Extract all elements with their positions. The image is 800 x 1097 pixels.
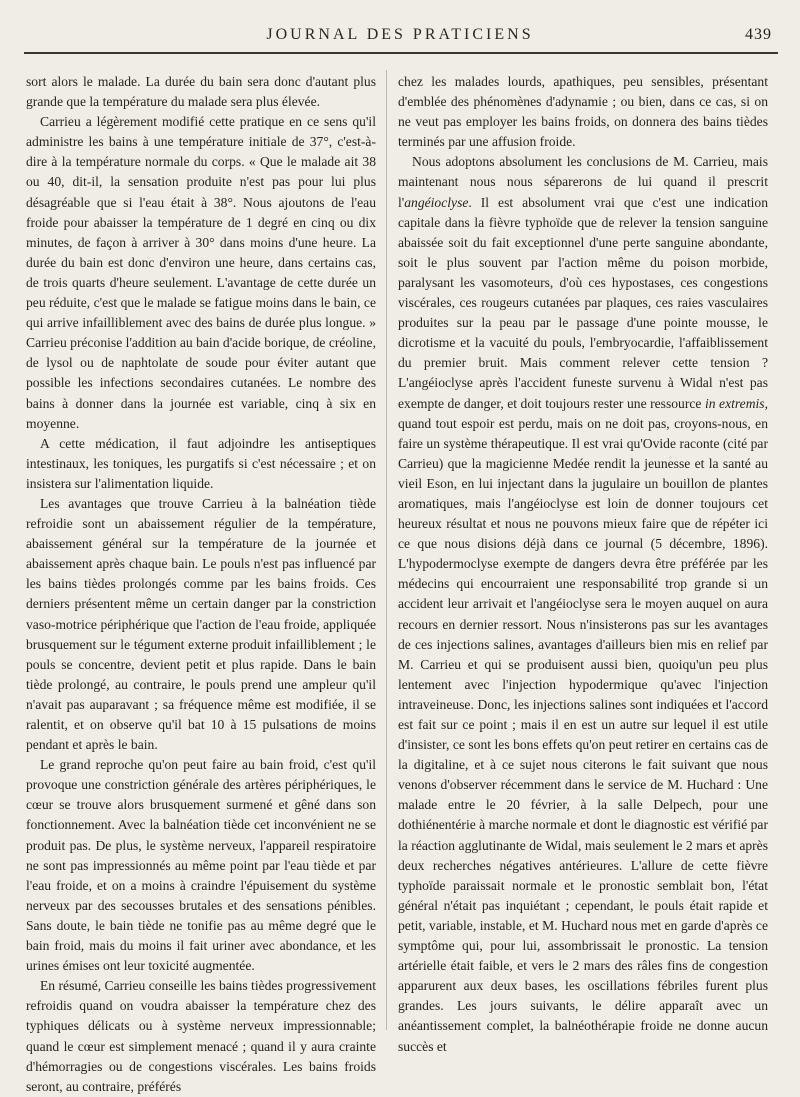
left-column	[26, 72, 376, 1097]
paragraph: chez les malades lourds, apathiques, peu sensibles, présentant d'emblée des phénomènes d'adynamie ; ou bien, dans ce cas, si on ne veut pas employer les bains froids, on donnera des bains tièdes terminés par une affusion froide.	[398, 74, 768, 150]
header-rule	[24, 52, 778, 54]
journal-title: JOURNAL DES PRATICIENS	[266, 26, 534, 43]
paragraph: Carrieu a légèrement modifié cette pratique en ce sens qu'il administre les bains à une température initiale de 37°, c'est-à-dire à la température normale du corps. « Que le malade ait 38 ou 40, dit-il, la sensation produite n'est pas pour lui plus désagréable que si l'eau était à 38°. Nous ajoutons de l'eau froide pour abaisser la température de 1 degré en cinq ou dix minutes, de façon à arriver à 30° dans moins d'une heure. La durée du bain est donc d'environ une heure, dans certains cas, de trois quarts d'heure seulement. L'avantage de cette durée un peu réduite, c'est que le malade se fatigue moins dans le bain, ce qui arrive infailliblement avec des bains de durée plus longue. » Carrieu préconise l'addition au bain d'acide borique, de créoline, de lysol ou de naphtolate de soude pour éviter autant que possible les infections secondaires cutanées. Le nombre des bains à donner dans la journée est variable, cinq à six en moyenne.	[26, 114, 376, 431]
italic-term: angéioclyse	[404, 194, 469, 210]
text-run: , quand tout espoir est perdu, mais on ne doit pas, croyons-nous, en faire un système thérapeutique. Il est vrai qu'Ovide raconte (cité par Carrieu) que la magicienne Medée rendit la jeunesse et la santé au vieil Eson, en lui injectant dans la jugulaire un bouillon de plantes aromatiques, mais l'angéioclyse est loin de donner toujours cet heureux résultat et nous ne pouvons mieux faire que de répéter ici ce que nous disions déjà dans ce journal (5 décembre, 1896). L'hypodermoclyse exempte de dangers devra être préférée par les médecins qui encourraient une responsabilité trop grande si un accident leur arrivait et l'angéioclyse sera le moyen auquel on aura recours en dernier ressort. Nous n'insisterons pas sur les avantages de ces injections salines, avantages d'ailleurs bien mis en relief par M. Carrieu et qui se produisent aussi bien, quoiqu'un peu plus lentement avec l'injection hypodermique qu'avec l'injection intraveineuse. Donc, les injections salines sont indiquées et l'accord est fait sur ce point ; mais il en est un autre sur lequel il est utile d'insister, ce sont les bons effets qu'on peut retirer en certains cas de la digitaline, et à ce sujet nous citerons le fait suivant que nous venons d'observer récemment dans le service de M. Huchard : Une malade entre le 20 février, à la salle Delpech, pour une dothiénentérie à marche normale et dont le diagnostic est vérifié par la réaction agglutinante de Widal, mais seulement le 2 mars et après deux recherches négatives antérieures. L'allure de cette fièvre typhoïde paraissait normale et le pronostic semblait bon, l'état général n'était pas inquiétant ; cependant, le pouls était rapide et petit, variable, instable, et M. Huchard nous met en garde d'après ce symptôme qui, pour lui, assombrissait le pronostic. La tension artérielle était faible, et vers le 2 mars des râles fins de congestion apparurent aux deux bases, les oscillations fébriles furent plus grandes. Les jours suivants, le délire apparaît avec un anéantissement complet, la balnéothérapie froide ne donne aucun succès et	[398, 395, 768, 1054]
paragraph: Le grand reproche qu'on peut faire au bain froid, c'est qu'il provoque une constriction générale des artères périphériques, le cœur se trouve alors brusquement surmené et gêné dans son fonctionnement. Avec la balnéation tiède cet inconvénient ne se produit pas. De plus, le système nerveux, l'appareil respiratoire ne sont pas impressionnés au même point par l'eau tiède et par l'eau froide, et on a moins à craindre l'épuisement du système nerveux par des secousses brutales et des sensations pénibles. Sans doute, le bain tiède ne tonifie pas au même degré que le bain froid, mais du moins il fait uriner avec abondance, et les urines émises ont leur toxicité augmentée.	[26, 757, 376, 974]
italic-term: in extremis	[704, 395, 765, 411]
column-divider	[386, 70, 387, 1030]
text-run: Nous adoptons absolument les conclusions de M. Carrieu, mais maintenant nous nous séparerons de lui quand il prescrit l'	[398, 154, 768, 210]
paragraph: Les avantages que trouve Carrieu à la balnéation tiède refroidie sont un abaissement régulier de la température, abaissement général sur la température de la journée et abaissement après chaque bain. Le pouls n'est pas influencé par les bains tièdes prolongés comme par les bains froids. Ces derniers présentent même un certain danger par la constriction vaso-motrice périphérique que l'action de l'eau froide, appliquée brusquement sur le tégument externe produit infailliblement ; le pouls se concentre, devient petit et plus rapide. Dans le bain tiède prolongé, au contraire, le pouls prend une ampleur qu'il n'avait pas auparavant ; sa fréquence même est modifiée, il se ralentit, et on observe qu'il bat 10 à 15 pulsations de moins pendant et après le bain.	[26, 495, 376, 753]
text-run: . Il est absolument vrai que c'est une indication capitale dans la fièvre typhoïde que de relever la tension sanguine abaissée soit du fait exceptionnel d'une perte sanguine abondante, soit le plus souvent par l'action même du poison morbide, paralysant les vasomoteurs, d'où ces hypostases, ces congestions viscérales, ces rougeurs cutanées par plaques, ces raies vasculaires produites sur la peau par le passage d'une pointe mousse, le dicrotisme et la vacuité du pouls, l'embryocardie, l'affaiblissement du premier bruit. Mais comment relever cette tension ? L'angéioclyse après l'accident funeste survenu à Widal n'est pas exempte de danger, et doit toujours rester une ressource	[398, 194, 768, 411]
paragraph: A cette médication, il faut adjoindre les antiseptiques intestinaux, les toniques, les purgatifs si c'est nécessaire ; et on insistera sur l'alimentation liquide.	[26, 435, 376, 491]
page-number: 439	[745, 26, 772, 43]
paragraph: En résumé, Carrieu conseille les bains tièdes progressivement refroidis quand on voudra abaisser la température chez des typhiques délicats ou à système nerveux impressionnable; quand le cœur est simplement menacé ; quand il y aura crainte d'hémorragies ou de congestions viscérales. Les bains froids seront, au contraire, préférés	[26, 978, 376, 1094]
paragraph: sort alors le malade. La durée du bain sera donc d'autant plus grande que la température du malade sera plus élevée.	[26, 74, 376, 110]
running-header	[24, 26, 776, 48]
right-column	[398, 72, 768, 1057]
paragraph	[398, 152, 768, 1056]
